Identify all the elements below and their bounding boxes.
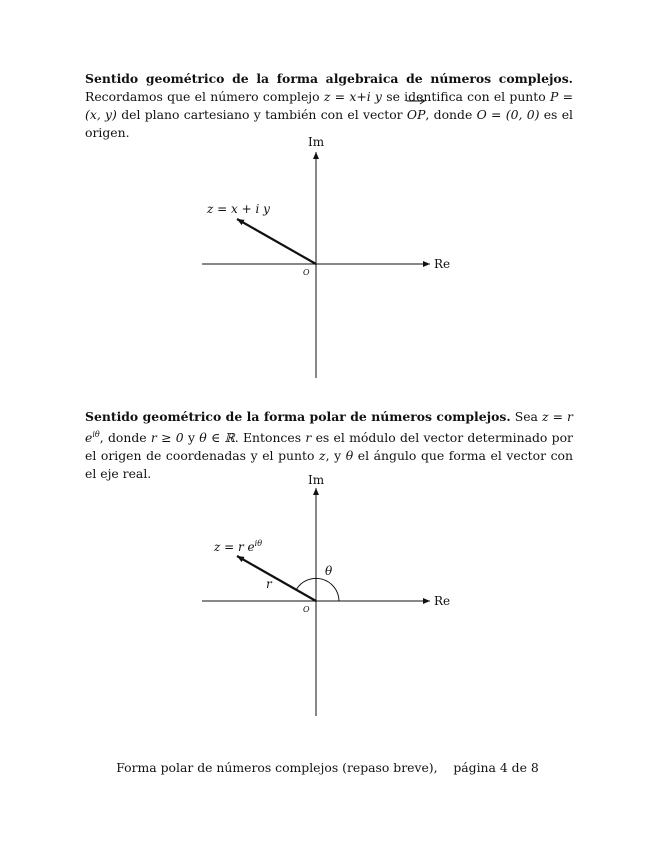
page-footer: Forma polar de números complejos (repaso breve), página 4 de 8 [116,760,539,775]
angle-label: θ [325,564,333,578]
modulus-label: r [266,577,272,591]
math-origin: O = (0, 0) [476,107,540,122]
axis-label-im: Im [308,473,325,487]
vector-arrow-icon [407,97,426,105]
axis-label-re: Re [434,594,451,608]
point-label: z = r $e^{i\theta}$ [214,539,263,554]
complex-vector [237,219,316,264]
figure-polar-plane [0,470,655,725]
origin-label: O [303,268,310,277]
math-theta: θ [345,448,354,464]
math-point-p: P = (x, y) [85,89,573,122]
math-z-algebraic: z = x+i y [323,89,382,104]
paragraph-polar-form: Sentido geométrico de la forma polar de números complejos. Sea z = r $e^{i\theta}$, donde r ≥ 0 y θ ∈ ℝ. Entonces r es el módulo del vector determinado por el origen de coordenadas y el punto z, y θ el ángulo que forma el vector con el eje real. [85,409,573,482]
origin-label: O [303,605,310,614]
section-title-algebraic: Sentido geométrico de la forma algebraica de números complejos. [85,71,573,86]
math-vector-op: OP [407,106,426,124]
section-title-polar: Sentido geométrico de la forma polar de números complejos. [85,409,511,424]
math-r: r [305,430,312,446]
figure-algebraic-plane [0,130,655,385]
math-z: z [319,448,326,464]
complex-vector [237,556,316,601]
math-r-nonneg: r ≥ 0 [150,430,184,446]
axis-label-im: Im [308,135,325,149]
math-z-polar: z = r $e^{i\theta}$ [85,409,573,446]
angle-arc [296,578,339,601]
math-theta-real: θ ∈ ℝ [199,430,235,446]
point-label: z = x + i y [207,202,270,216]
axis-label-re: Re [434,257,451,271]
paragraph-algebraic-form: Sentido geométrico de la forma algebraica de números complejos. Recordamos que el número complejo z = x+i y se identifica con el punto P = (x, y) del plano cartesiano y también con el vector OP, donde O = (0, 0) es el origen. [85,71,574,140]
